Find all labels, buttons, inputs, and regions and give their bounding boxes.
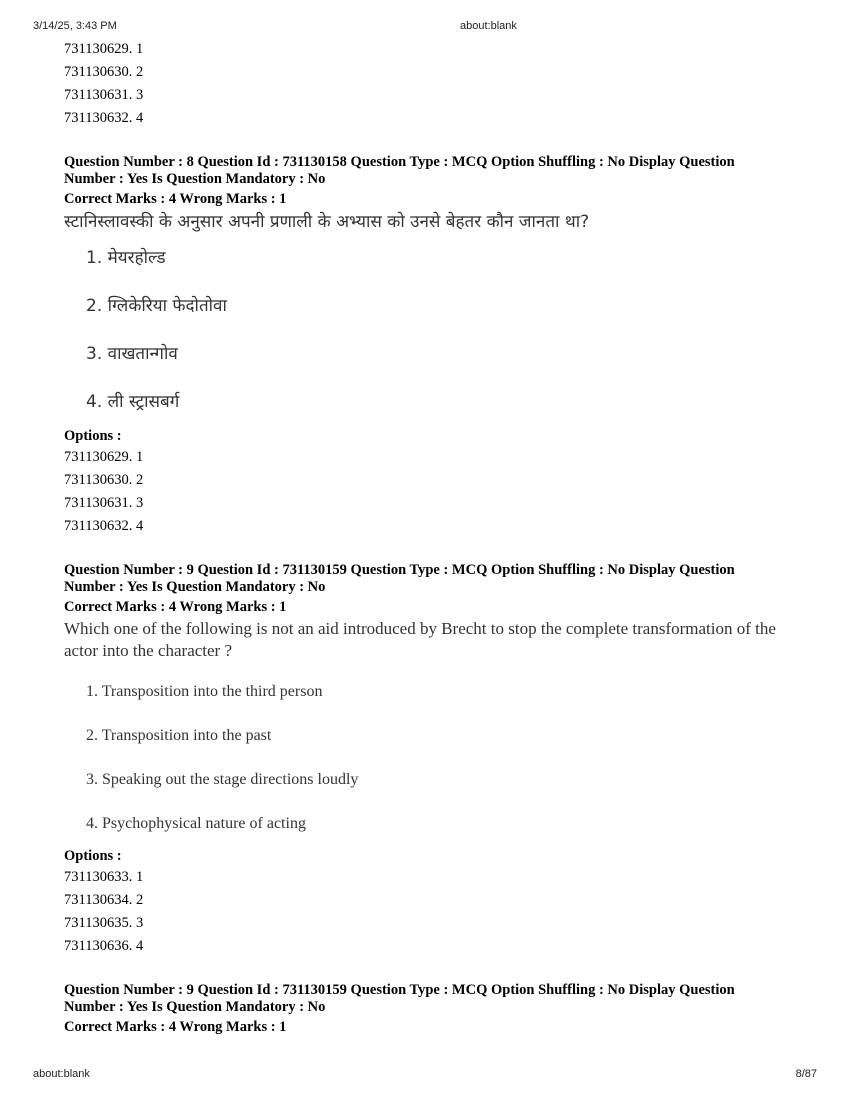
choice-item: 4. Psychophysical nature of acting bbox=[86, 815, 306, 832]
option-item: 731130635. 3 bbox=[64, 915, 144, 931]
question-block-9 bbox=[64, 562, 784, 958]
option-item: 731130634. 2 bbox=[64, 892, 144, 908]
option-item: 731130631. 3 bbox=[64, 87, 144, 103]
choice-item: 4. ली स्ट्रासबर्ग bbox=[86, 392, 180, 412]
page-number: 8/87 bbox=[795, 1068, 817, 1080]
option-item: 731130631. 3 bbox=[64, 495, 144, 511]
choice-item: 3. वाखतान्गोव bbox=[86, 344, 178, 364]
option-item: 731130636. 4 bbox=[64, 938, 144, 954]
question-meta: Question Number : 8 Question Id : 731130158 Question Type : MCQ Option Shuffling : No Display Question Number : Yes Is Question Mandatory : No bbox=[64, 154, 735, 187]
choice-list bbox=[64, 670, 784, 846]
option-item: 731130632. 4 bbox=[64, 110, 144, 126]
print-datetime: 3/14/25, 3:43 PM bbox=[33, 20, 117, 32]
option-item: 731130629. 1 bbox=[64, 41, 144, 57]
question-text: Which one of the following is not an aid introduced by Brecht to stop the complete transformation of the actor into the character ? bbox=[64, 619, 776, 660]
previous-options-list bbox=[64, 38, 784, 130]
question-marks: Correct Marks : 4 Wrong Marks : 1 bbox=[64, 599, 287, 615]
question-text: स्टानिस्लावस्की के अनुसार अपनी प्रणाली के अभ्यास को उनसे बेहतर कौन जानता था? bbox=[64, 212, 590, 232]
option-item: 731130630. 2 bbox=[64, 472, 144, 488]
choice-item: 2. Transposition into the past bbox=[86, 727, 272, 744]
option-item: 731130633. 1 bbox=[64, 869, 144, 885]
print-url: about:blank bbox=[460, 20, 517, 32]
question-meta: Question Number : 9 Question Id : 731130159 Question Type : MCQ Option Shuffling : No Display Question Number : Yes Is Question Mandatory : No bbox=[64, 982, 735, 1015]
options-label: Options : bbox=[64, 848, 122, 864]
option-item: 731130632. 4 bbox=[64, 518, 144, 534]
option-item: 731130630. 2 bbox=[64, 64, 144, 80]
option-item: 731130629. 1 bbox=[64, 449, 144, 465]
choice-item: 1. मेयरहोल्ड bbox=[86, 248, 166, 268]
choice-item: 3. Speaking out the stage directions loudly bbox=[86, 771, 359, 788]
choice-item: 1. Transposition into the third person bbox=[86, 683, 323, 700]
question-marks: Correct Marks : 4 Wrong Marks : 1 bbox=[64, 1019, 287, 1035]
choice-item: 2. ग्लिकेरिया फेदोतोवा bbox=[86, 296, 227, 316]
footer-url: about:blank bbox=[33, 1068, 90, 1080]
question-meta: Question Number : 9 Question Id : 731130159 Question Type : MCQ Option Shuffling : No Display Question Number : Yes Is Question Mandatory : No bbox=[64, 562, 735, 595]
choice-list bbox=[64, 234, 784, 426]
question-block-8 bbox=[64, 154, 784, 538]
options-label: Options : bbox=[64, 428, 122, 444]
question-block-next bbox=[64, 982, 784, 1036]
page-content bbox=[64, 38, 784, 1036]
question-marks: Correct Marks : 4 Wrong Marks : 1 bbox=[64, 191, 287, 207]
